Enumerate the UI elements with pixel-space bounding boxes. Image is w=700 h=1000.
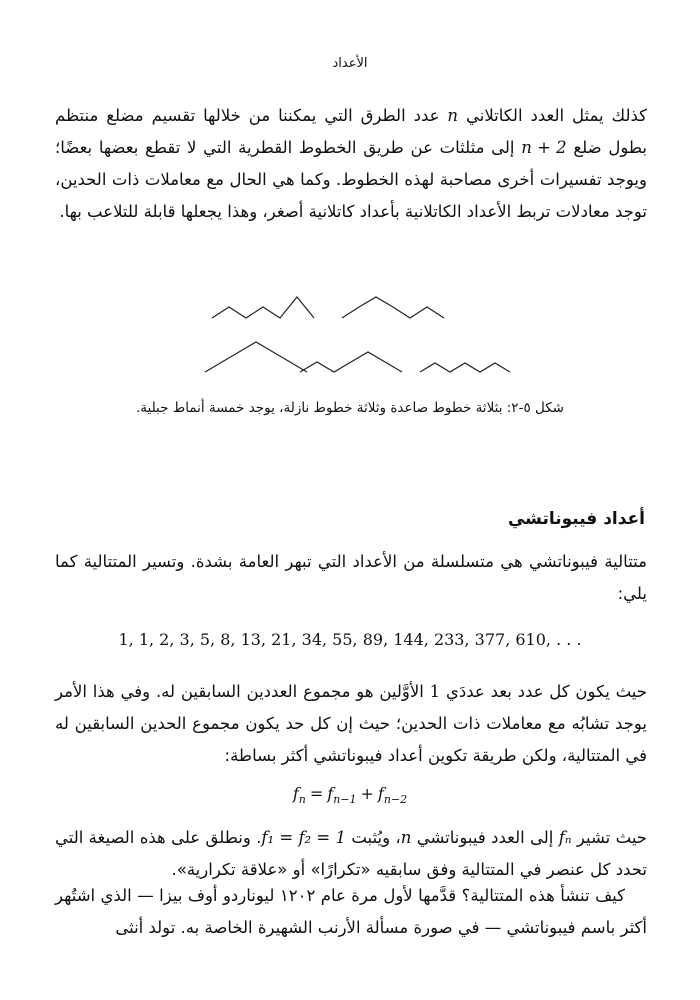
figure-caption: شكل ٥-٢: بثلاثة خطوط صاعدة وثلاثة خطوط نازلة، يوجد خمسة أنماط جبلية. (135, 400, 564, 416)
mountain-pattern-3 (205, 342, 307, 372)
paragraph-catalan (55, 100, 647, 228)
section-title: أعداد فيبوناتشي (507, 509, 645, 529)
mountain-pattern-5 (420, 363, 510, 372)
eq-term1-sub: n−1 (333, 793, 357, 807)
paragraph-fibonacci-rule (55, 676, 647, 772)
eq-equals-sign: = (309, 784, 324, 803)
paragraph-explain-text-4: . ونطلق على هذه الصيغة التي تحدد كل عنصر في المتتالية وفق سابقيه «تكرارًا» أو «علاقة تكرارية». (55, 828, 647, 879)
number-one: 1 (429, 682, 441, 701)
paragraph-catalan-text-3: إلى مثلثات عن طريق الخطوط القطرية التي لا تقطع بعضها بعضًا؛ ويوجد تفسيرات أخرى مصاحبة لهذه الخطوط. وكما هي الحال مع معاملات ذات الحدين، توجد معادلات تربط الأعداد الكاتلانية بأعداد كاتلانية أصغر، وهذا يجعلها قابلة للتلاعب بها. (55, 138, 647, 221)
eq-lhs-sub: n (298, 793, 306, 807)
mountain-patterns-figure (0, 280, 700, 400)
math-initial-values: f₁ = f₂ = 1 (261, 828, 346, 847)
math-expression-n-plus-2: n + 2 (521, 138, 567, 157)
eq-plus-sign: + (360, 784, 374, 803)
paragraph-explain-text-3: ، ويُثبت (345, 828, 401, 847)
paragraph-explain-text-1: حيث تشير (571, 828, 647, 847)
paragraph-rule-text-2: الأوَّلين هو مجموع العددين السابقين له. وفي هذا الأمر يوجد تشابُه مع معاملات ذات الحدين؛ حيث إن كل حد يكون مجموع الحدين السابقين له في المتتالية، ولكن طريقة تكوين أعداد فيبوناتشي أكثر بساطة: (55, 682, 647, 765)
eq-term2-sub: n−2 (383, 793, 408, 807)
math-n: n (400, 828, 412, 847)
paragraph-explain-text-2: إلى العدد فيبوناتشي (411, 828, 559, 847)
math-variable-n: n (447, 106, 459, 125)
paragraph-fibonacci-intro: متتالية فيبوناتشي هي متسلسلة من الأعداد التي تبهر العامة بشدة. وتسير المتتالية كما يلي: (55, 552, 647, 603)
recurrence-equation (0, 784, 700, 806)
paragraph-catalan-text-2: عدد الطرق التي يمكننا من خلالها تقسيم مضلع منتظم بطول ضلع (55, 106, 647, 157)
eq-lhs-base: f (292, 784, 299, 803)
paragraph-rule-text-1: حيث يكون كل عدد بعد عددَي (440, 682, 647, 701)
mountain-pattern-2 (342, 297, 444, 318)
mountain-pattern-1 (212, 297, 314, 318)
eq-term2-base: f (377, 784, 384, 803)
eq-term1-base: f (327, 784, 334, 803)
mountain-pattern-4 (300, 352, 402, 372)
math-fn: fₙ (558, 828, 572, 847)
paragraph-fibonacci-origin: كيف تنشأ هذه المتتالية؟ قدَّمها لأول مرة عام ١٢٠٢ ليوناردو أوف بيزا — الذي اشتُهر أكثر باسم فيبوناتشي — في صورة مسألة الأرنب الشهيرة الخاصة به. تولد أنثى (55, 886, 647, 937)
paragraph-recurrence-explain (55, 822, 647, 886)
running-head: الأعداد (332, 56, 368, 71)
fibonacci-sequence: 1, 1, 2, 3, 5, 8, 13, 21, 34, 55, 89, 144, 233, 377, 610, . . . (118, 630, 582, 649)
paragraph-catalan-text-1: كذلك يمثل العدد الكاتلاني (458, 106, 647, 125)
